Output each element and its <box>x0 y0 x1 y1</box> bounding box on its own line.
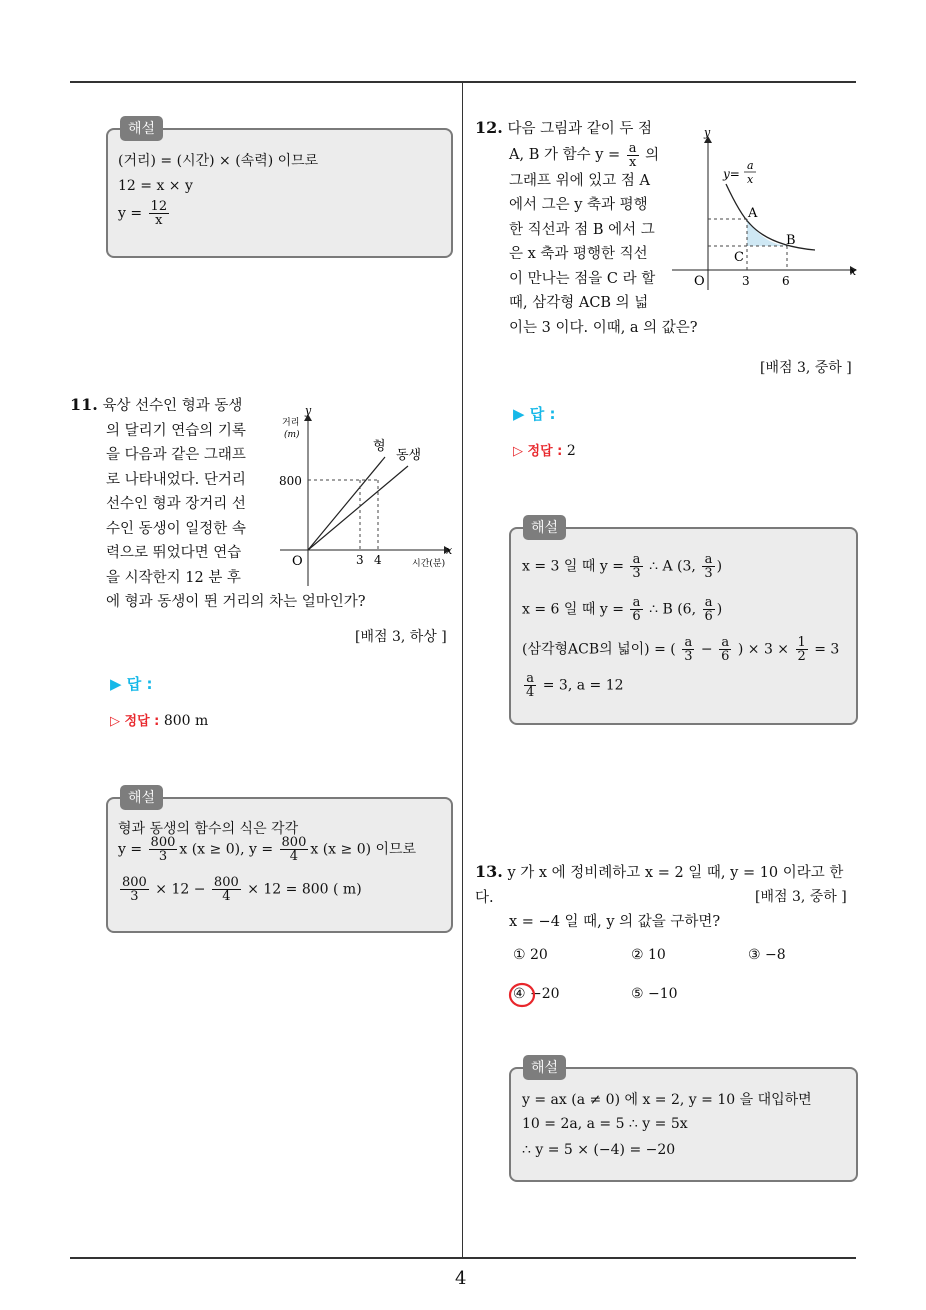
q13-solution-line1: y = ax (a ≠ 0) 에 x = 2, y = 10 을 대입하면 <box>522 1092 812 1108</box>
q13-correct-circle-icon <box>506 980 538 1010</box>
q13-choice-2[interactable]: ② 10 <box>631 947 666 963</box>
q11-solution-line3: $\frac{800}{3}$ × 12 − $\frac{800}{4}$ × 12 = 800 ( m) <box>122 875 362 904</box>
q10-solution-line3: y = $\frac{12}{x}$ <box>118 199 168 228</box>
q11-graph-line-hyung: 형 <box>373 439 386 454</box>
q11-graph <box>270 400 460 590</box>
q11-graph-y-label: 거리 <box>282 418 300 428</box>
q10-solution-tag: 해설 <box>120 116 163 141</box>
q12-graph-x-tick-6: 6 <box>782 274 790 288</box>
q11-solution-tag: 해설 <box>120 785 163 810</box>
q12-solution-line4: $\frac{a}{4}$ = 3, a = 12 <box>526 671 624 700</box>
q11-number: 11. <box>70 395 98 414</box>
page-number: 4 <box>455 1268 467 1289</box>
q12-graph-x-tick-3: 3 <box>742 274 750 288</box>
q12-graph-origin: O <box>694 274 705 289</box>
q12-score: [배점 3, 중하 ] <box>760 360 852 376</box>
q12-question: 12. 다음 그림과 같이 두 점 A, B 가 함수 y = $\frac{a}{x}$ 의 그래프 위에 있고 점 A 에서 그은 y 축과 평행 한 직선과 점 B 에서 그 은 x 축과 평행한 직선 이 만나는 점을 C 라 할 때, 삼각형 ACB 의 넓 이는 3 이다. 이때, a 의 값은? <box>475 118 698 336</box>
q12-graph-func-label: y= <box>723 167 740 181</box>
q13-choice-3[interactable]: ③ −8 <box>748 947 786 963</box>
q12-solution-line2: x = 6 일 때 y = $\frac{a}{6}$ ∴ B (6, $\frac{a}{6}$ ) <box>522 595 723 624</box>
q13-question: 13. y 가 x 에 정비례하고 x = 2 일 때, y = 10 이라고 한다. x = −4 일 때, y 의 값을 구하면? <box>475 862 844 930</box>
q13-solution-line2: 10 = 2a, a = 5 ∴ y = 5x <box>522 1116 688 1132</box>
q11-graph-line-dongsaeng: 동생 <box>396 448 422 463</box>
q12-graph <box>670 122 860 292</box>
q11-graph-y-tick: 800 <box>279 474 302 488</box>
q10-solution-line2: 12 = x × y <box>118 178 193 194</box>
q13-choice-5[interactable]: ⑤ −10 <box>631 986 678 1002</box>
q12-graph-point-a: A <box>748 206 758 221</box>
q13-score: [배점 3, 중하 ] <box>755 889 847 905</box>
q12-graph-func-num: a <box>747 159 754 172</box>
q11-solution-line2: y = $\frac{800}{3}$ x (x ≥ 0), y = $\frac{800}{4}$ x (x ≥ 0) 이므로 <box>118 835 417 864</box>
q12-solution-tag: 해설 <box>523 515 566 540</box>
q12-solution-line3: (삼각형ACB의 넓이) = ( $\frac{a}{3}$ − $\frac{a}{6}$ ) × 3 × $\frac{1}{2}$ = 3 <box>522 635 840 664</box>
q11-graph-x-axis: x <box>446 544 453 557</box>
q13-solution-tag: 해설 <box>523 1055 566 1080</box>
q11-graph-y-axis: y <box>305 404 312 417</box>
q11-graph-x-tick-4: 4 <box>374 553 382 567</box>
q11-answer-key: ▷ 정답 : 800 m <box>110 713 209 729</box>
top-rule <box>70 81 856 83</box>
q11-solution-line1: 형과 동생의 함수의 식은 각각 <box>118 821 299 837</box>
q12-answer-key: ▷ 정답 : 2 <box>513 443 576 459</box>
q11-graph-x-tick-3: 3 <box>356 553 364 567</box>
q13-choice-4[interactable]: ④ −20 <box>513 986 560 1002</box>
q11-graph-y-unit: (m) <box>284 430 300 440</box>
q13-choice-1[interactable]: ① 20 <box>513 947 548 963</box>
q13-solution-line3: ∴ y = 5 × (−4) = −20 <box>522 1142 676 1158</box>
q11-graph-origin: O <box>292 554 303 569</box>
column-divider <box>462 83 463 1258</box>
q11-score: [배점 3, 하상 ] <box>355 629 447 645</box>
q12-graph-func-den: x <box>747 173 754 186</box>
q12-graph-x-axis: x <box>850 265 857 278</box>
q12-solution-line1: x = 3 일 때 y = $\frac{a}{3}$ ∴ A (3, $\frac{a}{3}$ ) <box>522 552 723 581</box>
q10-solution-line1: (거리) = (시간) × (속력) 이므로 <box>118 153 319 169</box>
q12-graph-point-b: B <box>786 233 796 248</box>
q12-number: 12. <box>475 118 503 137</box>
bottom-rule <box>70 1257 856 1259</box>
q11-question: 11. 육상 선수인 형과 동생 의 달리기 연습의 기록 을 다음과 같은 그래프 로 나타내었다. 단거리 선수인 형과 장거리 선 수인 동생이 일정한 속 력으로 뛰었다면 연습 을 시작한지 12 분 후 에 형과 동생이 뛴 거리의 차는 얼마인가? <box>70 395 366 610</box>
q13-number: 13. <box>475 862 503 881</box>
q11-graph-x-label: 시간(분) <box>412 559 446 569</box>
q12-graph-point-c: C <box>734 250 744 265</box>
q12-answer-mark: ▶ 답 : <box>513 405 556 423</box>
q12-graph-y-axis: y <box>704 126 711 139</box>
q11-answer-mark: ▶ 답 : <box>110 675 153 693</box>
